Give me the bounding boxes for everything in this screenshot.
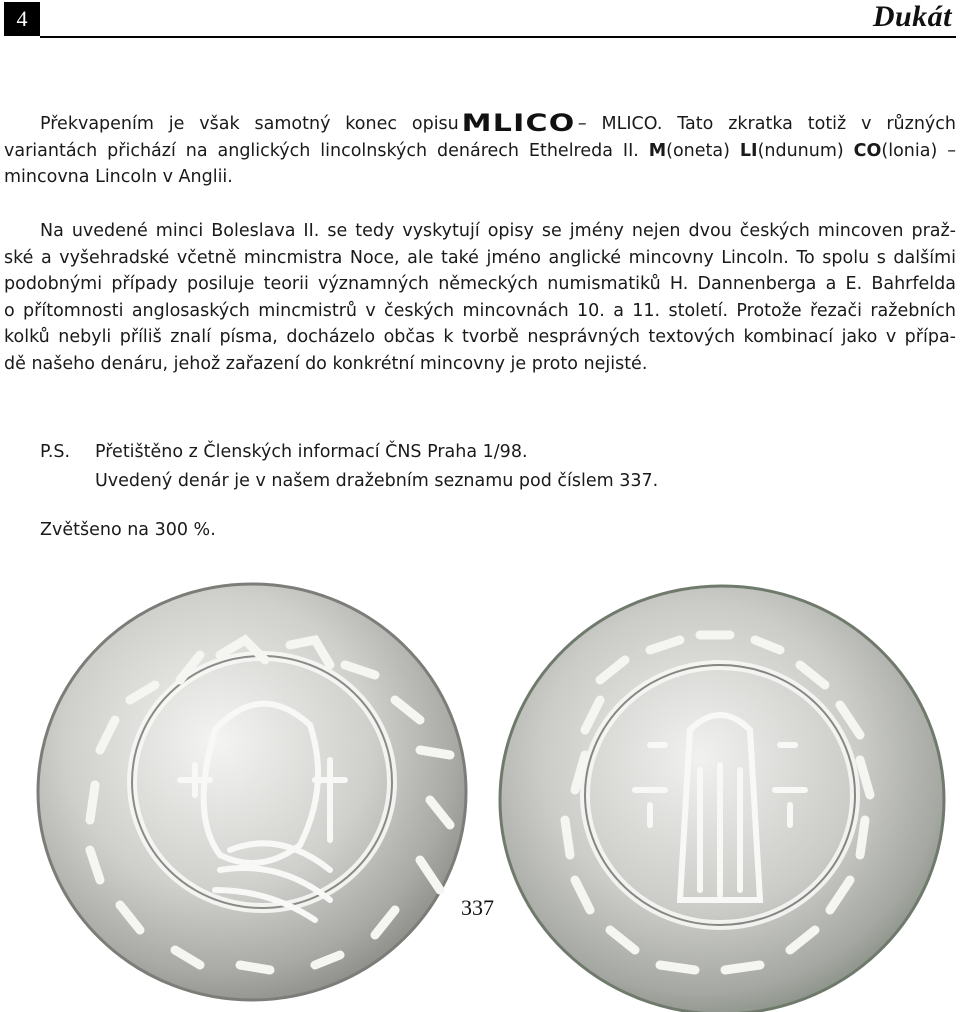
zoom-note: Zvětšeno na 300 %. [40, 520, 216, 540]
coin-photo [0, 570, 960, 1012]
coin-obverse [38, 584, 466, 1000]
header-rule [40, 36, 956, 38]
ps-label: P.S. [40, 442, 71, 462]
paragraph-line: ské a vyšehradské včetně mincmistra Noce, ale také jméno anglické mincovny Lincoln. To spolu s dalšími [4, 247, 956, 268]
ps-line1: Přetištěno z Členských informací ČNS Praha 1/98. [95, 442, 528, 462]
paragraph-line: o přítomnosti anglosaských mincmistrů v českých mincovnách 10. a 11. století. Protože řezači ražebních [4, 300, 956, 321]
coin-catalog-number: 337 [461, 895, 494, 920]
postscript [40, 438, 658, 496]
paragraph-line: podobnými případy posiluje teorii významných německých numismatiků H. Dannenberga a E. Bahrfelda [4, 274, 956, 294]
paragraph-mlico-line1: Překvapením je však samotný konec opisu MLICO – MLICO. Tato zkratka totiž v různých [40, 109, 956, 137]
page-header [0, 0, 960, 40]
paragraph-mlico-line2: variantách přichází na anglických lincolnských denárech Ethelreda II. M(oneta) LI(ndunum) CO(lonia) – [4, 140, 956, 161]
dukat-logo: Dukát [872, 0, 952, 33]
paragraph-boleslav [4, 218, 956, 377]
paragraph-mlico-line3: mincovna Lincoln v Anglii. [4, 167, 233, 187]
page-number: 4 [4, 2, 40, 36]
paragraph-line: dě našeho denáru, jehož zařazení do konkrétní mincovny je proto nejisté. [4, 353, 648, 374]
paragraph-line: Na uvedené minci Boleslava II. se tedy vyskytují opisy se jmény nejen dvou českých mincoven praž- [40, 221, 956, 241]
paragraph-mlico [4, 110, 956, 191]
ps-line2: Uvedený denár je v našem dražebním seznamu pod číslem 337. [95, 471, 659, 491]
paragraph-line: kolků nebyli příliš znalí písma, docházelo občas k tvorbě nesprávných textových kombinací jako v přípa- [4, 327, 956, 347]
mlico-legend-image: MLICO [461, 109, 576, 137]
coin-reverse [500, 586, 944, 1012]
